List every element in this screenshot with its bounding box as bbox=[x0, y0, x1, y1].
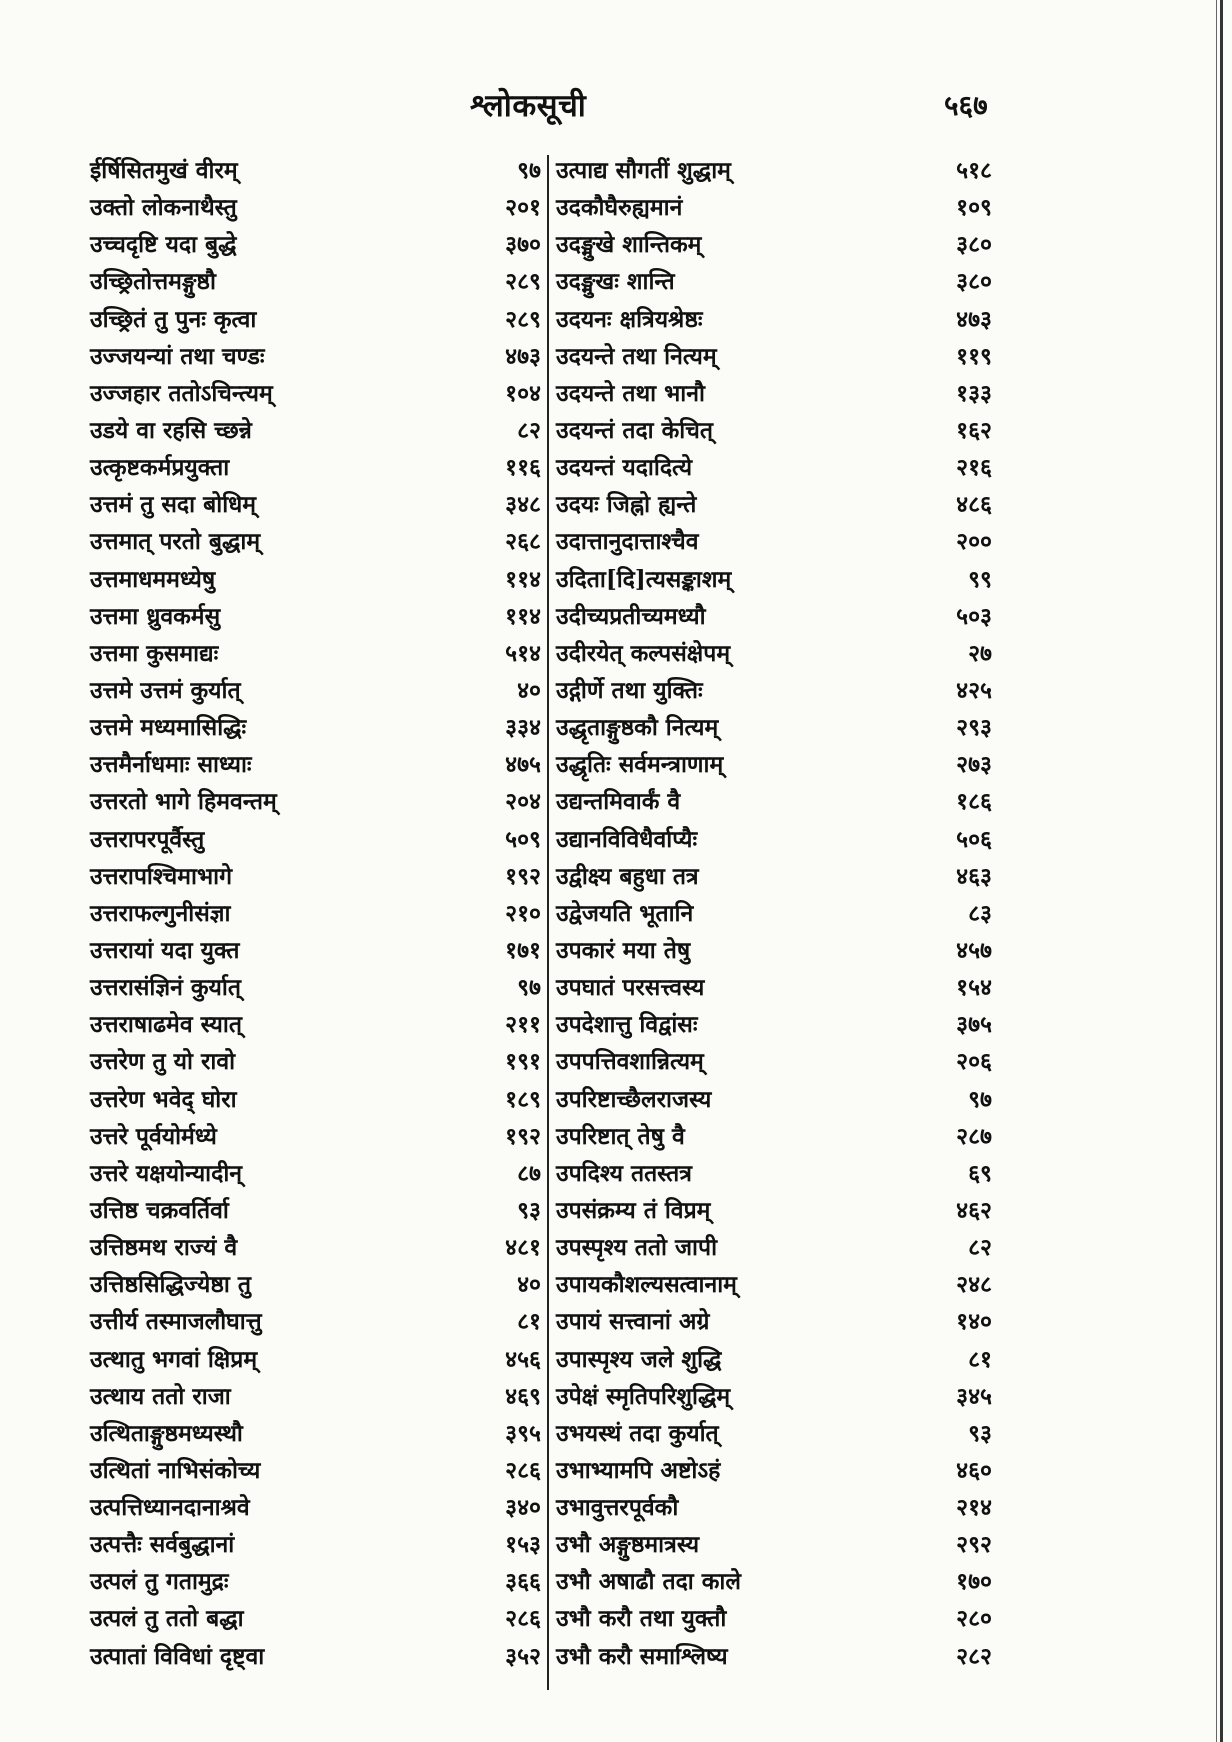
index-entry bbox=[556, 226, 996, 263]
index-entry bbox=[90, 1006, 545, 1043]
index-entry bbox=[90, 895, 545, 932]
page-ref: १९२ bbox=[505, 862, 541, 890]
verse-text: उपकारं मया तेषु bbox=[556, 936, 691, 964]
page-ref: २४८ bbox=[956, 1271, 992, 1299]
page-ref: ३७५ bbox=[956, 1011, 992, 1039]
verse-text: उदात्तानुदात्ताश्चैव bbox=[556, 528, 699, 556]
index-entry bbox=[556, 895, 996, 932]
page-title: श्लोकसूची bbox=[470, 88, 587, 124]
index-entry bbox=[556, 1155, 996, 1192]
page-ref: २७३ bbox=[956, 751, 992, 779]
index-entry bbox=[556, 152, 996, 189]
verse-text: उदीरयेत् कल्पसंक्षेपम् bbox=[556, 639, 731, 667]
index-entry bbox=[90, 1563, 545, 1600]
page-ref: ४८६ bbox=[956, 491, 992, 519]
page-ref: ३४५ bbox=[956, 1382, 992, 1410]
verse-text: उदकौघैरुह्यमानं bbox=[556, 194, 683, 222]
verse-text: उत्तीर्य तस्माजलौघात्तु bbox=[90, 1308, 262, 1336]
index-entry bbox=[90, 226, 545, 263]
verse-text: उत्तिष्ठसिद्धिज्येष्ठा तु bbox=[90, 1271, 251, 1299]
page-ref: २९२ bbox=[956, 1531, 992, 1559]
page-ref: ८१ bbox=[968, 1345, 992, 1373]
page-ref: ३६६ bbox=[505, 1568, 541, 1596]
index-entry bbox=[90, 821, 545, 858]
index-entry bbox=[556, 338, 996, 375]
verse-text: उत्तरापरपूर्वैस्तु bbox=[90, 825, 205, 853]
verse-text: उद्यन्तमिवार्कं वै bbox=[556, 788, 681, 816]
page-ref: ५०३ bbox=[956, 602, 992, 630]
verse-text: उत्पातां विविधां दृष्ट्वा bbox=[90, 1642, 265, 1670]
verse-text: उत्पत्तिध्यानदानाश्रवे bbox=[90, 1494, 250, 1522]
index-entry bbox=[556, 1600, 996, 1637]
page-edge-line bbox=[1216, 0, 1217, 1742]
page-ref: २८७ bbox=[956, 1122, 992, 1150]
index-entry bbox=[556, 1452, 996, 1489]
page-ref: २१४ bbox=[956, 1494, 992, 1522]
page-ref: १७१ bbox=[505, 936, 541, 964]
verse-text: उत्तिष्ठमथ राज्यं वै bbox=[90, 1234, 238, 1262]
page-ref: ९७ bbox=[968, 1085, 992, 1113]
index-entry bbox=[90, 1526, 545, 1563]
page-number: ५६७ bbox=[944, 89, 988, 122]
index-entry bbox=[556, 1229, 996, 1266]
page-ref: ४८१ bbox=[505, 1234, 541, 1262]
page-ref: २८० bbox=[956, 1605, 992, 1633]
verse-text: उपरिष्टाच्छैलराजस्य bbox=[556, 1085, 712, 1113]
page-ref: ३८० bbox=[956, 268, 992, 296]
index-entry bbox=[90, 709, 545, 746]
index-entry bbox=[90, 858, 545, 895]
verse-text: उत्तमाधममध्येषु bbox=[90, 565, 216, 593]
index-entry bbox=[90, 1638, 545, 1675]
index-entry bbox=[90, 189, 545, 226]
page-ref: ५१४ bbox=[505, 639, 541, 667]
verse-text: उत्तरायां यदा युक्त bbox=[90, 936, 240, 964]
verse-text: उज्जयन्यां तथा चण्डः bbox=[90, 342, 265, 370]
index-entry bbox=[556, 821, 996, 858]
index-entry bbox=[90, 1378, 545, 1415]
index-entry bbox=[90, 412, 545, 449]
index-entry bbox=[90, 1118, 545, 1155]
page-ref: ४० bbox=[517, 1271, 541, 1299]
page-ref: २०४ bbox=[505, 788, 541, 816]
index-entry bbox=[556, 1526, 996, 1563]
page-ref: ३९५ bbox=[505, 1419, 541, 1447]
verse-text: उपस्पृश्य ततो जापी bbox=[556, 1234, 718, 1262]
page-ref: ९७ bbox=[517, 974, 541, 1002]
index-entry bbox=[556, 449, 996, 486]
verse-text: उत्तिष्ठ चक्रवर्तिर्वा bbox=[90, 1196, 229, 1224]
page-ref: १८९ bbox=[505, 1085, 541, 1113]
verse-text: उभावुत्तरपूर्वकौ bbox=[556, 1494, 679, 1522]
verse-text: उत्पत्तैः सर्वबुद्धानां bbox=[90, 1531, 235, 1559]
index-entry bbox=[556, 1303, 996, 1340]
index-entry bbox=[556, 672, 996, 709]
page-ref: ५१८ bbox=[956, 157, 992, 184]
index-entry bbox=[90, 1192, 545, 1229]
verse-text: उत्थाय ततो राजा bbox=[90, 1382, 231, 1410]
verse-text: उदयन्तं तदा केचित् bbox=[556, 416, 713, 444]
index-entry bbox=[90, 486, 545, 523]
verse-text: उत्तरापश्चिमाभागे bbox=[90, 862, 233, 890]
page-ref: ११६ bbox=[505, 454, 541, 482]
page-ref: १६२ bbox=[956, 416, 992, 444]
index-entry bbox=[556, 1378, 996, 1415]
index-entry bbox=[90, 301, 545, 338]
verse-text: उच्छ्रितं तु पुनः कृत्वा bbox=[90, 305, 257, 333]
verse-text: उत्पलं तु गतामुद्रः bbox=[90, 1568, 229, 1596]
index-entry bbox=[90, 672, 545, 709]
page-ref: ६९ bbox=[968, 1159, 992, 1187]
index-entry bbox=[90, 783, 545, 820]
verse-text: उत्पलं तु ततो बद्धा bbox=[90, 1605, 244, 1633]
verse-text: उदयन्ते तथा भानौ bbox=[556, 379, 705, 407]
verse-text: उपायकौशल्यसत्वानाम् bbox=[556, 1271, 737, 1299]
verse-text: उत्तरे यक्षयोन्यादीन् bbox=[90, 1159, 243, 1187]
page-ref: १९१ bbox=[505, 1048, 541, 1076]
verse-text: उत्थितां नाभिसंकोच्य bbox=[90, 1456, 261, 1484]
verse-text: उज्जहार ततोऽचिन्त्यम् bbox=[90, 379, 273, 407]
verse-text: उभयस्थं तदा कुर्यात् bbox=[556, 1419, 719, 1447]
verse-text: उत्कृष्टकर्मप्रयुक्ता bbox=[90, 454, 230, 482]
index-entry bbox=[90, 1600, 545, 1637]
page-ref: २६८ bbox=[505, 528, 541, 556]
page-ref: ९३ bbox=[517, 1196, 541, 1224]
verse-text: ईर्षिसितमुखं वीरम् bbox=[90, 157, 238, 184]
column-divider bbox=[547, 155, 549, 1690]
verse-text: उडये वा रहसि च्छन्ने bbox=[90, 416, 252, 444]
page-ref: ४७३ bbox=[505, 342, 541, 370]
page-ref: ८३ bbox=[968, 899, 992, 927]
verse-text: उद्वीक्ष्य बहुधा तत्र bbox=[556, 862, 699, 890]
verse-text: उपसंक्रम्य तं विप्रम् bbox=[556, 1196, 711, 1224]
index-entry bbox=[556, 1266, 996, 1303]
index-entry bbox=[556, 1489, 996, 1526]
page-ref: ८१ bbox=[517, 1308, 541, 1336]
verse-text: उद्धृतिः सर्वमन्त्राणाम् bbox=[556, 751, 724, 779]
page-ref: ८२ bbox=[968, 1234, 992, 1262]
verse-text: उत्तमैर्नाधमाः साध्याः bbox=[90, 751, 252, 779]
page-edge-line bbox=[1220, 0, 1223, 1742]
verse-text: उत्तमे उत्तमं कुर्यात् bbox=[90, 676, 241, 704]
index-entry bbox=[556, 1043, 996, 1080]
page-ref: ८२ bbox=[517, 416, 541, 444]
verse-text: उत्तरेण भवेद् घोरा bbox=[90, 1085, 237, 1113]
index-entry bbox=[90, 932, 545, 969]
verse-text: उपघातं परसत्त्वस्य bbox=[556, 974, 705, 1002]
page-ref: ४० bbox=[517, 676, 541, 704]
verse-text: उपायं सत्त्वानां अग्रे bbox=[556, 1308, 710, 1336]
verse-text: उभाभ्यामपि अष्टोऽहं bbox=[556, 1456, 721, 1484]
verse-text: उत्तरेण तु यो रावो bbox=[90, 1048, 236, 1076]
page-ref: १४० bbox=[956, 1308, 992, 1336]
page-ref: २०० bbox=[956, 528, 992, 556]
index-entry bbox=[556, 969, 996, 1006]
page-ref: २८२ bbox=[956, 1642, 992, 1670]
verse-text: उभौ करौ तथा युक्तौ bbox=[556, 1605, 727, 1633]
index-entry bbox=[90, 1452, 545, 1489]
index-entry bbox=[556, 858, 996, 895]
page-ref: ४५६ bbox=[505, 1345, 541, 1373]
verse-text: उद्वेजयति भूतानि bbox=[556, 899, 694, 927]
page-ref: ५०९ bbox=[505, 825, 541, 853]
page-ref: ४७३ bbox=[956, 305, 992, 333]
verse-text: उपपत्तिवशान्नित्यम् bbox=[556, 1048, 704, 1076]
page-ref: ९९ bbox=[968, 565, 992, 593]
index-entry bbox=[90, 969, 545, 1006]
page-ref: ९३ bbox=[968, 1419, 992, 1447]
index-entry bbox=[556, 932, 996, 969]
verse-text: उत्तरतो भागे हिमवन्तम् bbox=[90, 788, 277, 816]
page-ref: ४२५ bbox=[956, 676, 992, 704]
index-entry bbox=[556, 1081, 996, 1118]
index-entry bbox=[556, 412, 996, 449]
index-entry bbox=[556, 523, 996, 560]
index-entry bbox=[556, 561, 996, 598]
index-entry bbox=[90, 523, 545, 560]
verse-text: उपदेशात्तु विद्वांसः bbox=[556, 1011, 698, 1039]
index-entry bbox=[90, 1229, 545, 1266]
page-ref: २०६ bbox=[956, 1048, 992, 1076]
page-ref: २१६ bbox=[956, 454, 992, 482]
page-ref: ११४ bbox=[505, 602, 541, 630]
index-entry bbox=[90, 263, 545, 300]
index-entry bbox=[90, 338, 545, 375]
verse-text: उदयन्ते तथा नित्यम् bbox=[556, 342, 717, 370]
page-ref: ३५२ bbox=[505, 1642, 541, 1670]
page-ref: १०४ bbox=[505, 379, 541, 407]
verse-text: उत्पाद्य सौगतीं शुद्धाम् bbox=[556, 157, 731, 184]
verse-text: उत्तमा ध्रुवकर्मसु bbox=[90, 602, 221, 630]
verse-text: उदयन्तं यदादित्ये bbox=[556, 454, 693, 482]
page-ref: ३३४ bbox=[505, 714, 541, 742]
page-ref: २८९ bbox=[505, 305, 541, 333]
page-ref: १७० bbox=[956, 1568, 992, 1596]
verse-text: उत्तरे पूर्वयोर्मध्ये bbox=[90, 1122, 217, 1150]
page-ref: ११९ bbox=[956, 342, 992, 370]
verse-text: उदङ्मुखे शान्तिकम् bbox=[556, 231, 702, 259]
page-ref: ३४८ bbox=[505, 491, 541, 519]
index-entry bbox=[556, 1118, 996, 1155]
page-ref: १५४ bbox=[956, 974, 992, 1002]
index-entry bbox=[90, 1489, 545, 1526]
page-ref: २११ bbox=[505, 1011, 541, 1039]
verse-text: उच्छ्रितोत्तमङ्गुष्ठौ bbox=[90, 268, 216, 296]
index-entry bbox=[556, 486, 996, 523]
page-ref: ११४ bbox=[505, 565, 541, 593]
page-ref: १०९ bbox=[956, 194, 992, 222]
verse-text: उपास्पृश्य जले शुद्धि bbox=[556, 1345, 722, 1373]
page-ref: ९७ bbox=[517, 157, 541, 184]
page-ref: ५०६ bbox=[956, 825, 992, 853]
index-entry bbox=[556, 783, 996, 820]
verse-text: उत्थातु भगवां क्षिप्रम् bbox=[90, 1345, 258, 1373]
page-ref: २०१ bbox=[505, 194, 541, 222]
index-entry bbox=[556, 1192, 996, 1229]
page-ref: १९२ bbox=[505, 1122, 541, 1150]
page-ref: ४६३ bbox=[956, 862, 992, 890]
index-entry bbox=[556, 598, 996, 635]
verse-text: उत्तरासंज्ञिनं कुर्यात् bbox=[90, 974, 241, 1002]
index-entry bbox=[90, 635, 545, 672]
page-ref: ८७ bbox=[517, 1159, 541, 1187]
page-ref: ३४० bbox=[505, 1494, 541, 1522]
index-entry bbox=[90, 561, 545, 598]
index-entry bbox=[90, 598, 545, 635]
page-ref: ४६९ bbox=[505, 1382, 541, 1410]
verse-text: उभौ अषाढौ तदा काले bbox=[556, 1568, 741, 1596]
page-ref: १५३ bbox=[505, 1531, 541, 1559]
verse-text: उद्गीर्णे तथा युक्तिः bbox=[556, 676, 703, 704]
verse-text: उद्यानविविधैर्वाप्यैः bbox=[556, 825, 698, 853]
index-entry bbox=[556, 746, 996, 783]
index-entry bbox=[90, 746, 545, 783]
verse-text: उच्चदृष्टि यदा बुद्धे bbox=[90, 231, 237, 259]
index-entry bbox=[90, 1266, 545, 1303]
page-ref: १३३ bbox=[956, 379, 992, 407]
verse-text: उद्धृताङ्गुष्ठकौ नित्यम् bbox=[556, 714, 719, 742]
index-entry bbox=[90, 1303, 545, 1340]
verse-text: उपेक्षं स्मृतिपरिशुद्धिम् bbox=[556, 1382, 731, 1410]
page-ref: २८६ bbox=[505, 1605, 541, 1633]
verse-text: उदयः जिह्नो ह्यन्ते bbox=[556, 491, 697, 519]
verse-text: उत्तमं तु सदा बोधिम् bbox=[90, 491, 257, 519]
verse-text: उदङ्मुखः शान्ति bbox=[556, 268, 675, 296]
index-entry bbox=[556, 263, 996, 300]
verse-text: उत्तमात् परतो बुद्धाम् bbox=[90, 528, 261, 556]
verse-text: उपदिश्य ततस्तत्र bbox=[556, 1159, 692, 1187]
page-ref: २९३ bbox=[956, 714, 992, 742]
index-entry bbox=[556, 1638, 996, 1675]
page-ref: २८६ bbox=[505, 1456, 541, 1484]
page-ref: ४५७ bbox=[956, 936, 992, 964]
page-ref: १८६ bbox=[956, 788, 992, 816]
page-ref: २७ bbox=[968, 639, 992, 667]
verse-text: उत्थिताङ्गुष्ठमध्यस्थौ bbox=[90, 1419, 243, 1447]
index-entry bbox=[90, 1043, 545, 1080]
page-ref: ४६० bbox=[956, 1456, 992, 1484]
index-entry bbox=[556, 189, 996, 226]
verse-text: उत्तमा कुसमाद्यः bbox=[90, 639, 219, 667]
verse-text: उत्तराषाढमेव स्यात् bbox=[90, 1011, 242, 1039]
index-entry bbox=[556, 375, 996, 412]
index-entry bbox=[90, 1081, 545, 1118]
left-index-column bbox=[90, 152, 545, 1675]
page-ref: ३७० bbox=[505, 231, 541, 259]
verse-text: उभौ अङ्गुष्ठमात्रस्य bbox=[556, 1531, 700, 1559]
verse-text: उदिता[दि]त्यसङ्काशम् bbox=[556, 565, 732, 593]
page-ref: ३८० bbox=[956, 231, 992, 259]
page-ref: २१० bbox=[505, 899, 541, 927]
right-index-column bbox=[556, 152, 996, 1675]
verse-text: उदीच्यप्रतीच्यमध्यौ bbox=[556, 602, 706, 630]
verse-text: उपरिष्टात् तेषु वै bbox=[556, 1122, 685, 1150]
page-ref: २८९ bbox=[505, 268, 541, 296]
index-entry bbox=[90, 375, 545, 412]
index-entry bbox=[556, 709, 996, 746]
index-entry bbox=[90, 449, 545, 486]
verse-text: उदयनः क्षत्रियश्रेष्ठः bbox=[556, 305, 703, 333]
index-entry bbox=[556, 1415, 996, 1452]
index-entry bbox=[556, 301, 996, 338]
index-entry bbox=[90, 152, 545, 189]
verse-text: उत्तमे मध्यमासिद्धिः bbox=[90, 714, 247, 742]
index-entry bbox=[90, 1415, 545, 1452]
index-entry bbox=[556, 1341, 996, 1378]
page-ref: ४६२ bbox=[956, 1196, 992, 1224]
verse-text: उक्तो लोकनाथैस्तु bbox=[90, 194, 237, 222]
index-entry bbox=[556, 635, 996, 672]
verse-text: उत्तराफल्गुनीसंज्ञा bbox=[90, 899, 231, 927]
page-ref: ४७५ bbox=[505, 751, 541, 779]
index-entry bbox=[556, 1006, 996, 1043]
index-entry bbox=[556, 1563, 996, 1600]
index-entry bbox=[90, 1341, 545, 1378]
verse-text: उभौ करौ समाश्लिष्य bbox=[556, 1642, 728, 1670]
index-entry bbox=[90, 1155, 545, 1192]
